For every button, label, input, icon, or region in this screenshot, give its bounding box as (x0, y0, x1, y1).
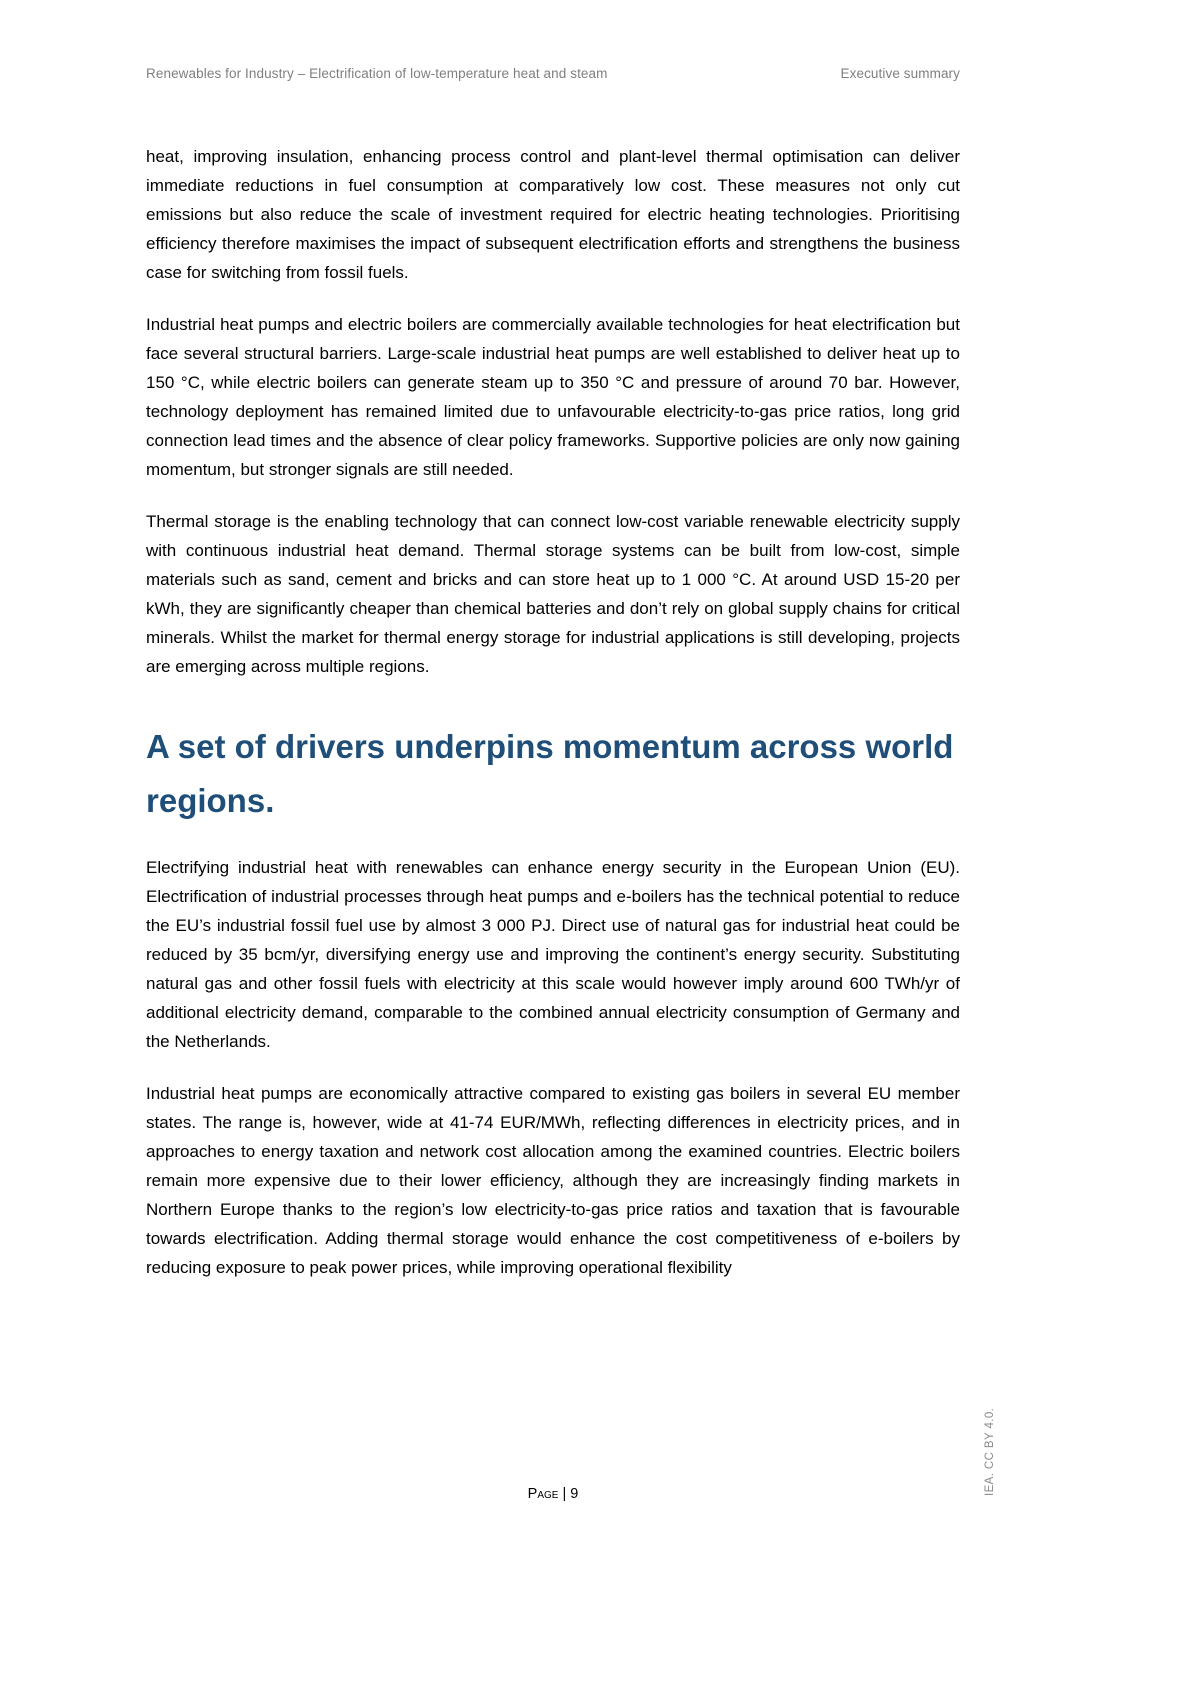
paragraph: Electrifying industrial heat with renewables can enhance energy security in the European Union (EU). Electrification of industrial processes through heat pumps and e-boilers has the technical potential to reduce the EU’s industrial fossil fuel use by almost 3 000 PJ. Direct use of natural gas for industrial heat could be reduced by 35 bcm/yr, diversifying energy use and improving the continent’s energy security. Substituting natural gas and other fossil fuels with electricity at this scale would however imply around 600 TWh/yr of additional electricity demand, comparable to the combined annual electricity consumption of Germany and the Netherlands. (146, 858, 960, 1051)
paragraph: heat, improving insulation, enhancing process control and plant-level thermal optimisation can deliver immediate reductions in fuel consumption at comparatively low cost. These measures not only cut emissions but also reduce the scale of investment required for electric heating technologies. Prioritising efficiency therefore maximises the impact of subsequent electrification efforts and strengthens the business case for switching from fossil fuels. (146, 147, 960, 282)
header-document-title: Renewables for Industry – Electrification of low-temperature heat and steam (146, 66, 608, 81)
license-vertical-text: IEA. CC BY 4.0. (984, 1407, 996, 1496)
section-heading: A set of drivers underpins momentum across world regions. (146, 728, 954, 819)
paragraph: Industrial heat pumps are economically attractive compared to existing gas boilers in several EU member states. The range is, however, wide at 41-74 EUR/MWh, reflecting differences in electricity prices, and in approaches to energy taxation and network cost allocation among the examined countries. Electric boilers remain more expensive due to their lower efficiency, although they are increasingly finding markets in Northern Europe thanks to the region’s low electricity-to-gas price ratios and taxation that is favourable towards electrification. Adding thermal storage would enhance the cost competitiveness of e-boilers by reducing exposure to peak power prices, while improving operational flexibility (146, 1084, 960, 1277)
paragraph: Industrial heat pumps and electric boilers are commercially available technologies for heat electrification but face several structural barriers. Large-scale industrial heat pumps are well established to deliver heat up to 150 °C, while electric boilers can generate steam up to 350 °C and pressure of around 70 bar. However, technology deployment has remained limited due to unfavourable electricity-to-gas price ratios, long grid connection lead times and the absence of clear policy frameworks. Supportive policies are only now gaining momentum, but stronger signals are still needed. (146, 315, 960, 479)
running-header (146, 66, 960, 81)
header-section-label: Executive summary (840, 66, 960, 81)
page-number: Page | 9 (527, 1486, 579, 1502)
page-body (146, 142, 960, 1305)
paragraph: Thermal storage is the enabling technology that can connect low-cost variable renewable electricity supply with continuous industrial heat demand. Thermal storage systems can be built from low-cost, simple materials such as sand, cement and bricks and can store heat up to 1 000 °C. At around USD 15-20 per kWh, they are significantly cheaper than chemical batteries and don’t rely on global supply chains for critical minerals. Whilst the market for thermal energy storage for industrial applications is still developing, projects are emerging across multiple regions. (146, 512, 960, 676)
